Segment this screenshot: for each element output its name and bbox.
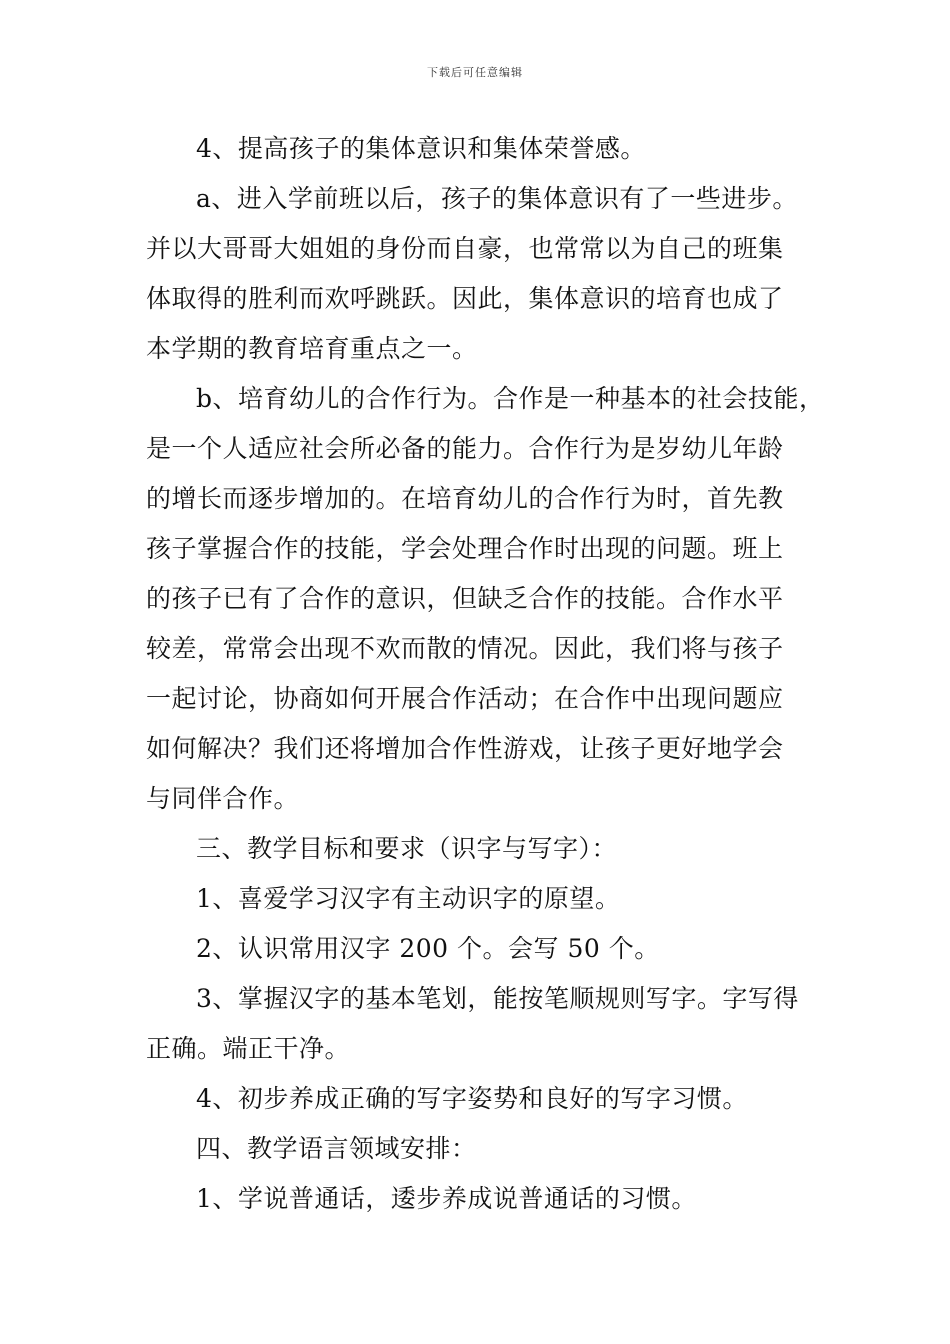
paragraph-line: 体取得的胜利而欢呼跳跃。因此，集体意识的培育也成了 [146, 284, 784, 313]
paragraph-line: 4、初步养成正确的写字姿势和良好的写字习惯。 [196, 1084, 748, 1113]
paragraph-line: 正确。端正干净。 [146, 1034, 351, 1063]
section-heading: 三、教学目标和要求（识字与写字）： [196, 834, 618, 863]
paragraph-line: 2、认识常用汉字 200 个。会写 50 个。 [196, 934, 660, 963]
paragraph-line: b、培育幼儿的合作行为。合作是一种基本的社会技能， [196, 384, 825, 413]
paragraph-line: 并以大哥哥大姐姐的身份而自豪，也常常以为自己的班集 [146, 234, 784, 263]
section-heading: 四、教学语言领域安排： [196, 1134, 477, 1163]
paragraph-line: a、进入学前班以后，孩子的集体意识有了一些进步。 [196, 184, 798, 213]
paragraph-line: 一起讨论，协商如何开展合作活动；在合作中出现问题应 [146, 684, 784, 713]
document-body [146, 124, 825, 1222]
paragraph-line: 3、掌握汉字的基本笔划，能按笔顺规则写字。字写得 [196, 984, 799, 1013]
paragraph-line: 是一个人适应社会所必备的能力。合作行为是岁幼儿年龄 [146, 434, 784, 463]
page-header: 下载后可任意编辑 [427, 66, 523, 79]
paragraph-line: 孩子掌握合作的技能，学会处理合作时出现的问题。班上 [146, 534, 784, 563]
paragraph-line: 1、学说普通话，逶步养成说普通话的习惯。 [196, 1184, 697, 1213]
paragraph-line: 的孩子已有了合作的意识，但缺乏合作的技能。合作水平 [146, 584, 784, 613]
paragraph-line: 如何解决？我们还将增加合作性游戏，让孩子更好地学会 [146, 734, 784, 763]
paragraph-line: 4、提高孩子的集体意识和集体荣誉感。 [196, 134, 646, 163]
paragraph-line: 本学期的教育培育重点之一。 [146, 334, 478, 363]
paragraph-line: 1、喜爱学习汉字有主动识字的原望。 [196, 884, 621, 913]
paragraph-line: 较差，常常会出现不欢而散的情况。因此，我们将与孩子 [146, 634, 784, 663]
paragraph-line: 与同伴合作。 [146, 784, 300, 813]
paragraph-line: 的增长而逐步增加的。在培育幼儿的合作行为时，首先教 [146, 484, 784, 513]
